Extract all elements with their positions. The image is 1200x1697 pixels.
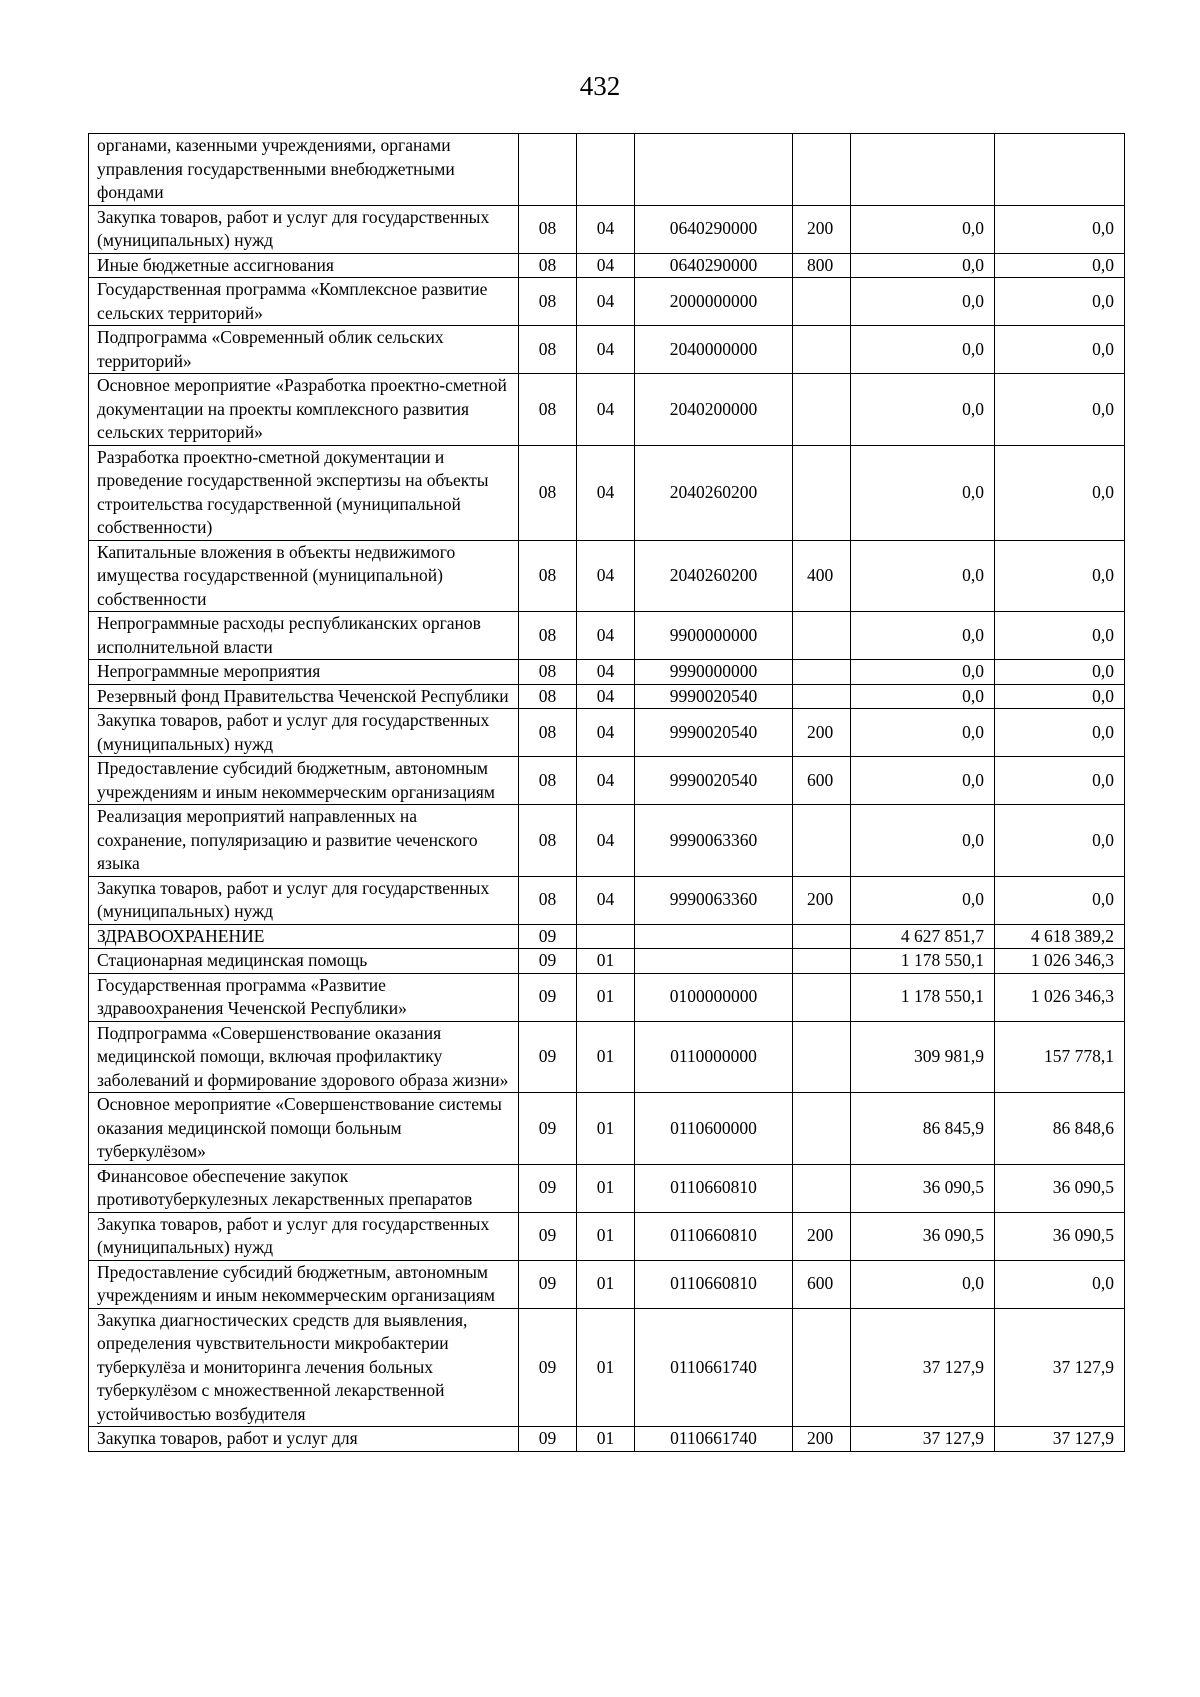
cell-amount-1: 0,0 xyxy=(851,1260,995,1308)
cell-expense-type: 400 xyxy=(793,540,851,612)
cell-section: 08 xyxy=(519,205,577,253)
cell-expense-type xyxy=(793,805,851,877)
cell-section: 09 xyxy=(519,1021,577,1093)
cell-section: 08 xyxy=(519,278,577,326)
cell-amount-2: 0,0 xyxy=(995,1260,1125,1308)
cell-target-article xyxy=(635,134,793,206)
cell-expense-type: 800 xyxy=(793,253,851,278)
cell-name: Закупка товаров, работ и услуг для государственных (муниципальных) нужд xyxy=(89,1212,519,1260)
table-row xyxy=(89,660,1125,685)
cell-amount-1: 37 127,9 xyxy=(851,1308,995,1427)
cell-amount-1: 4 627 851,7 xyxy=(851,924,995,949)
cell-amount-2: 0,0 xyxy=(995,326,1125,374)
cell-subsection: 04 xyxy=(577,374,635,446)
cell-amount-1: 0,0 xyxy=(851,205,995,253)
cell-subsection: 01 xyxy=(577,1212,635,1260)
table-row xyxy=(89,924,1125,949)
cell-name: Государственная программа «Комплексное развитие сельских территорий» xyxy=(89,278,519,326)
cell-target-article: 2040260200 xyxy=(635,540,793,612)
cell-expense-type xyxy=(793,660,851,685)
cell-subsection: 04 xyxy=(577,805,635,877)
table-body xyxy=(89,134,1125,1452)
cell-expense-type: 600 xyxy=(793,757,851,805)
page-number: 432 xyxy=(579,71,621,101)
cell-amount-2: 0,0 xyxy=(995,612,1125,660)
cell-expense-type: 600 xyxy=(793,1260,851,1308)
cell-target-article: 9990020540 xyxy=(635,684,793,709)
cell-amount-1: 309 981,9 xyxy=(851,1021,995,1093)
table-row xyxy=(89,684,1125,709)
cell-subsection xyxy=(577,924,635,949)
cell-expense-type xyxy=(793,374,851,446)
cell-amount-2: 0,0 xyxy=(995,684,1125,709)
cell-expense-type xyxy=(793,612,851,660)
cell-section: 08 xyxy=(519,326,577,374)
cell-amount-2: 36 090,5 xyxy=(995,1164,1125,1212)
cell-target-article: 0100000000 xyxy=(635,973,793,1021)
cell-subsection: 04 xyxy=(577,253,635,278)
cell-name: Реализация мероприятий направленных на сохранение, популяризацию и развитие чеченского языка xyxy=(89,805,519,877)
cell-amount-2: 0,0 xyxy=(995,253,1125,278)
cell-subsection: 04 xyxy=(577,326,635,374)
cell-expense-type: 200 xyxy=(793,205,851,253)
cell-amount-2: 4 618 389,2 xyxy=(995,924,1125,949)
cell-amount-2: 0,0 xyxy=(995,445,1125,540)
cell-subsection: 04 xyxy=(577,684,635,709)
table-row xyxy=(89,1212,1125,1260)
cell-name: Иные бюджетные ассигнования xyxy=(89,253,519,278)
cell-subsection xyxy=(577,134,635,206)
cell-amount-1: 0,0 xyxy=(851,374,995,446)
cell-section xyxy=(519,134,577,206)
cell-subsection: 04 xyxy=(577,612,635,660)
cell-amount-2 xyxy=(995,134,1125,206)
cell-subsection: 04 xyxy=(577,709,635,757)
cell-expense-type xyxy=(793,973,851,1021)
cell-name: Предоставление субсидий бюджетным, автономным учреждениям и иным некоммерческим организациям xyxy=(89,1260,519,1308)
cell-subsection: 04 xyxy=(577,278,635,326)
table-row xyxy=(89,612,1125,660)
table-row xyxy=(89,973,1125,1021)
cell-name: Закупка товаров, работ и услуг для государственных (муниципальных) нужд xyxy=(89,205,519,253)
table-row xyxy=(89,1021,1125,1093)
cell-amount-1: 0,0 xyxy=(851,684,995,709)
cell-amount-2: 0,0 xyxy=(995,876,1125,924)
cell-amount-1: 0,0 xyxy=(851,326,995,374)
cell-amount-2: 37 127,9 xyxy=(995,1308,1125,1427)
cell-target-article xyxy=(635,949,793,974)
cell-amount-1: 0,0 xyxy=(851,445,995,540)
cell-subsection: 04 xyxy=(577,876,635,924)
cell-target-article: 0110000000 xyxy=(635,1021,793,1093)
cell-section: 08 xyxy=(519,540,577,612)
cell-amount-2: 157 778,1 xyxy=(995,1021,1125,1093)
cell-target-article: 0110660810 xyxy=(635,1260,793,1308)
table-row xyxy=(89,1093,1125,1165)
cell-target-article: 2040200000 xyxy=(635,374,793,446)
table-row xyxy=(89,253,1125,278)
cell-amount-2: 1 026 346,3 xyxy=(995,973,1125,1021)
cell-name: Закупка товаров, работ и услуг для государственных (муниципальных) нужд xyxy=(89,709,519,757)
cell-subsection: 04 xyxy=(577,205,635,253)
cell-expense-type: 200 xyxy=(793,1212,851,1260)
cell-section: 08 xyxy=(519,805,577,877)
cell-section: 09 xyxy=(519,973,577,1021)
cell-name: Финансовое обеспечение закупок противотуберкулезных лекарственных препаратов xyxy=(89,1164,519,1212)
cell-section: 08 xyxy=(519,374,577,446)
cell-expense-type xyxy=(793,326,851,374)
cell-section: 09 xyxy=(519,1308,577,1427)
cell-name: Государственная программа «Развитие здравоохранения Чеченской Республики» xyxy=(89,973,519,1021)
table-row xyxy=(89,540,1125,612)
cell-amount-1: 0,0 xyxy=(851,709,995,757)
cell-amount-2: 0,0 xyxy=(995,660,1125,685)
cell-amount-1: 0,0 xyxy=(851,876,995,924)
cell-name: Основное мероприятие «Разработка проектно-сметной документации на проекты комплексного развития сельских территорий» xyxy=(89,374,519,446)
cell-target-article: 2040260200 xyxy=(635,445,793,540)
cell-name: Основное мероприятие «Совершенствование системы оказания медицинской помощи больным туберкулёзом» xyxy=(89,1093,519,1165)
cell-target-article: 0110660810 xyxy=(635,1164,793,1212)
table-row xyxy=(89,805,1125,877)
cell-amount-2: 37 127,9 xyxy=(995,1427,1125,1452)
cell-section: 08 xyxy=(519,876,577,924)
cell-amount-2: 0,0 xyxy=(995,205,1125,253)
table-row xyxy=(89,757,1125,805)
table-row xyxy=(89,205,1125,253)
cell-amount-1: 0,0 xyxy=(851,253,995,278)
cell-target-article: 0110600000 xyxy=(635,1093,793,1165)
cell-name: Предоставление субсидий бюджетным, автономным учреждениям и иным некоммерческим организациям xyxy=(89,757,519,805)
cell-target-article: 9990020540 xyxy=(635,757,793,805)
cell-name: органами, казенными учреждениями, органами управления государственными внебюджетными фондами xyxy=(89,134,519,206)
cell-subsection: 01 xyxy=(577,1308,635,1427)
cell-subsection: 04 xyxy=(577,445,635,540)
cell-section: 09 xyxy=(519,1164,577,1212)
cell-subsection: 01 xyxy=(577,973,635,1021)
table-row xyxy=(89,1308,1125,1427)
cell-amount-1: 37 127,9 xyxy=(851,1427,995,1452)
table-row xyxy=(89,326,1125,374)
cell-name: Стационарная медицинская помощь xyxy=(89,949,519,974)
cell-name: Капитальные вложения в объекты недвижимого имущества государственной (муниципальной) собственности xyxy=(89,540,519,612)
cell-name: ЗДРАВООХРАНЕНИЕ xyxy=(89,924,519,949)
cell-amount-2: 86 848,6 xyxy=(995,1093,1125,1165)
cell-name: Подпрограмма «Совершенствование оказания медицинской помощи, включая профилактику заболеваний и формирование здорового образа жизни» xyxy=(89,1021,519,1093)
cell-expense-type xyxy=(793,134,851,206)
cell-target-article: 9990063360 xyxy=(635,876,793,924)
table-row xyxy=(89,445,1125,540)
cell-subsection: 01 xyxy=(577,949,635,974)
cell-name: Закупка диагностических средств для выявления, определения чувствительности микробактерии туберкулёза и мониторинга лечения больных туберкулёзом с множественной лекарственной устойчивостью возбудителя xyxy=(89,1308,519,1427)
cell-section: 08 xyxy=(519,660,577,685)
table-row xyxy=(89,1164,1125,1212)
cell-expense-type xyxy=(793,1308,851,1427)
cell-amount-2: 36 090,5 xyxy=(995,1212,1125,1260)
cell-expense-type xyxy=(793,278,851,326)
cell-section: 09 xyxy=(519,924,577,949)
cell-section: 08 xyxy=(519,684,577,709)
table-row xyxy=(89,949,1125,974)
cell-expense-type: 200 xyxy=(793,1427,851,1452)
cell-section: 08 xyxy=(519,612,577,660)
cell-subsection: 04 xyxy=(577,660,635,685)
cell-amount-2: 1 026 346,3 xyxy=(995,949,1125,974)
cell-target-article: 9990020540 xyxy=(635,709,793,757)
budget-table xyxy=(88,133,1125,1452)
cell-amount-2: 0,0 xyxy=(995,709,1125,757)
cell-name: Непрограммные расходы республиканских органов исполнительной власти xyxy=(89,612,519,660)
cell-name: Закупка товаров, работ и услуг для государственных (муниципальных) нужд xyxy=(89,876,519,924)
cell-section: 08 xyxy=(519,445,577,540)
cell-section: 08 xyxy=(519,253,577,278)
table-row xyxy=(89,278,1125,326)
cell-name: Непрограммные мероприятия xyxy=(89,660,519,685)
cell-amount-1: 1 178 550,1 xyxy=(851,973,995,1021)
cell-amount-2: 0,0 xyxy=(995,278,1125,326)
cell-target-article: 2000000000 xyxy=(635,278,793,326)
cell-name: Разработка проектно-сметной документации и проведение государственной экспертизы на объекты строительства государственной (муниципальной собственности) xyxy=(89,445,519,540)
cell-section: 09 xyxy=(519,1427,577,1452)
cell-target-article: 9900000000 xyxy=(635,612,793,660)
table-row xyxy=(89,1260,1125,1308)
cell-target-article: 0110661740 xyxy=(635,1427,793,1452)
cell-subsection: 04 xyxy=(577,540,635,612)
cell-expense-type xyxy=(793,684,851,709)
cell-amount-1 xyxy=(851,134,995,206)
cell-amount-1: 0,0 xyxy=(851,805,995,877)
cell-subsection: 01 xyxy=(577,1260,635,1308)
cell-target-article: 9990000000 xyxy=(635,660,793,685)
cell-section: 09 xyxy=(519,949,577,974)
cell-target-article: 0110660810 xyxy=(635,1212,793,1260)
cell-target-article xyxy=(635,924,793,949)
cell-amount-2: 0,0 xyxy=(995,540,1125,612)
cell-expense-type: 200 xyxy=(793,709,851,757)
cell-amount-1: 0,0 xyxy=(851,278,995,326)
cell-subsection: 04 xyxy=(577,757,635,805)
cell-section: 09 xyxy=(519,1212,577,1260)
cell-amount-1: 0,0 xyxy=(851,757,995,805)
cell-expense-type xyxy=(793,1164,851,1212)
cell-subsection: 01 xyxy=(577,1093,635,1165)
table-row xyxy=(89,1427,1125,1452)
cell-target-article: 0640290000 xyxy=(635,205,793,253)
cell-amount-2: 0,0 xyxy=(995,374,1125,446)
cell-expense-type xyxy=(793,1021,851,1093)
cell-subsection: 01 xyxy=(577,1021,635,1093)
cell-name: Резервный фонд Правительства Чеченской Республики xyxy=(89,684,519,709)
cell-name: Подпрограмма «Современный облик сельских территорий» xyxy=(89,326,519,374)
table-row xyxy=(89,709,1125,757)
cell-section: 09 xyxy=(519,1260,577,1308)
cell-target-article: 0640290000 xyxy=(635,253,793,278)
cell-amount-2: 0,0 xyxy=(995,805,1125,877)
cell-amount-1: 36 090,5 xyxy=(851,1212,995,1260)
table-row xyxy=(89,134,1125,206)
table-row xyxy=(89,374,1125,446)
cell-expense-type: 200 xyxy=(793,876,851,924)
cell-amount-1: 0,0 xyxy=(851,660,995,685)
cell-expense-type xyxy=(793,1093,851,1165)
cell-target-article: 9990063360 xyxy=(635,805,793,877)
cell-amount-1: 86 845,9 xyxy=(851,1093,995,1165)
cell-section: 09 xyxy=(519,1093,577,1165)
table-row xyxy=(89,876,1125,924)
cell-target-article: 2040000000 xyxy=(635,326,793,374)
cell-amount-1: 1 178 550,1 xyxy=(851,949,995,974)
cell-expense-type xyxy=(793,924,851,949)
cell-amount-1: 36 090,5 xyxy=(851,1164,995,1212)
cell-subsection: 01 xyxy=(577,1427,635,1452)
cell-name: Закупка товаров, работ и услуг для xyxy=(89,1427,519,1452)
cell-expense-type xyxy=(793,949,851,974)
cell-section: 08 xyxy=(519,757,577,805)
cell-subsection: 01 xyxy=(577,1164,635,1212)
cell-target-article: 0110661740 xyxy=(635,1308,793,1427)
cell-amount-1: 0,0 xyxy=(851,612,995,660)
cell-amount-1: 0,0 xyxy=(851,540,995,612)
cell-expense-type xyxy=(793,445,851,540)
cell-amount-2: 0,0 xyxy=(995,757,1125,805)
cell-section: 08 xyxy=(519,709,577,757)
